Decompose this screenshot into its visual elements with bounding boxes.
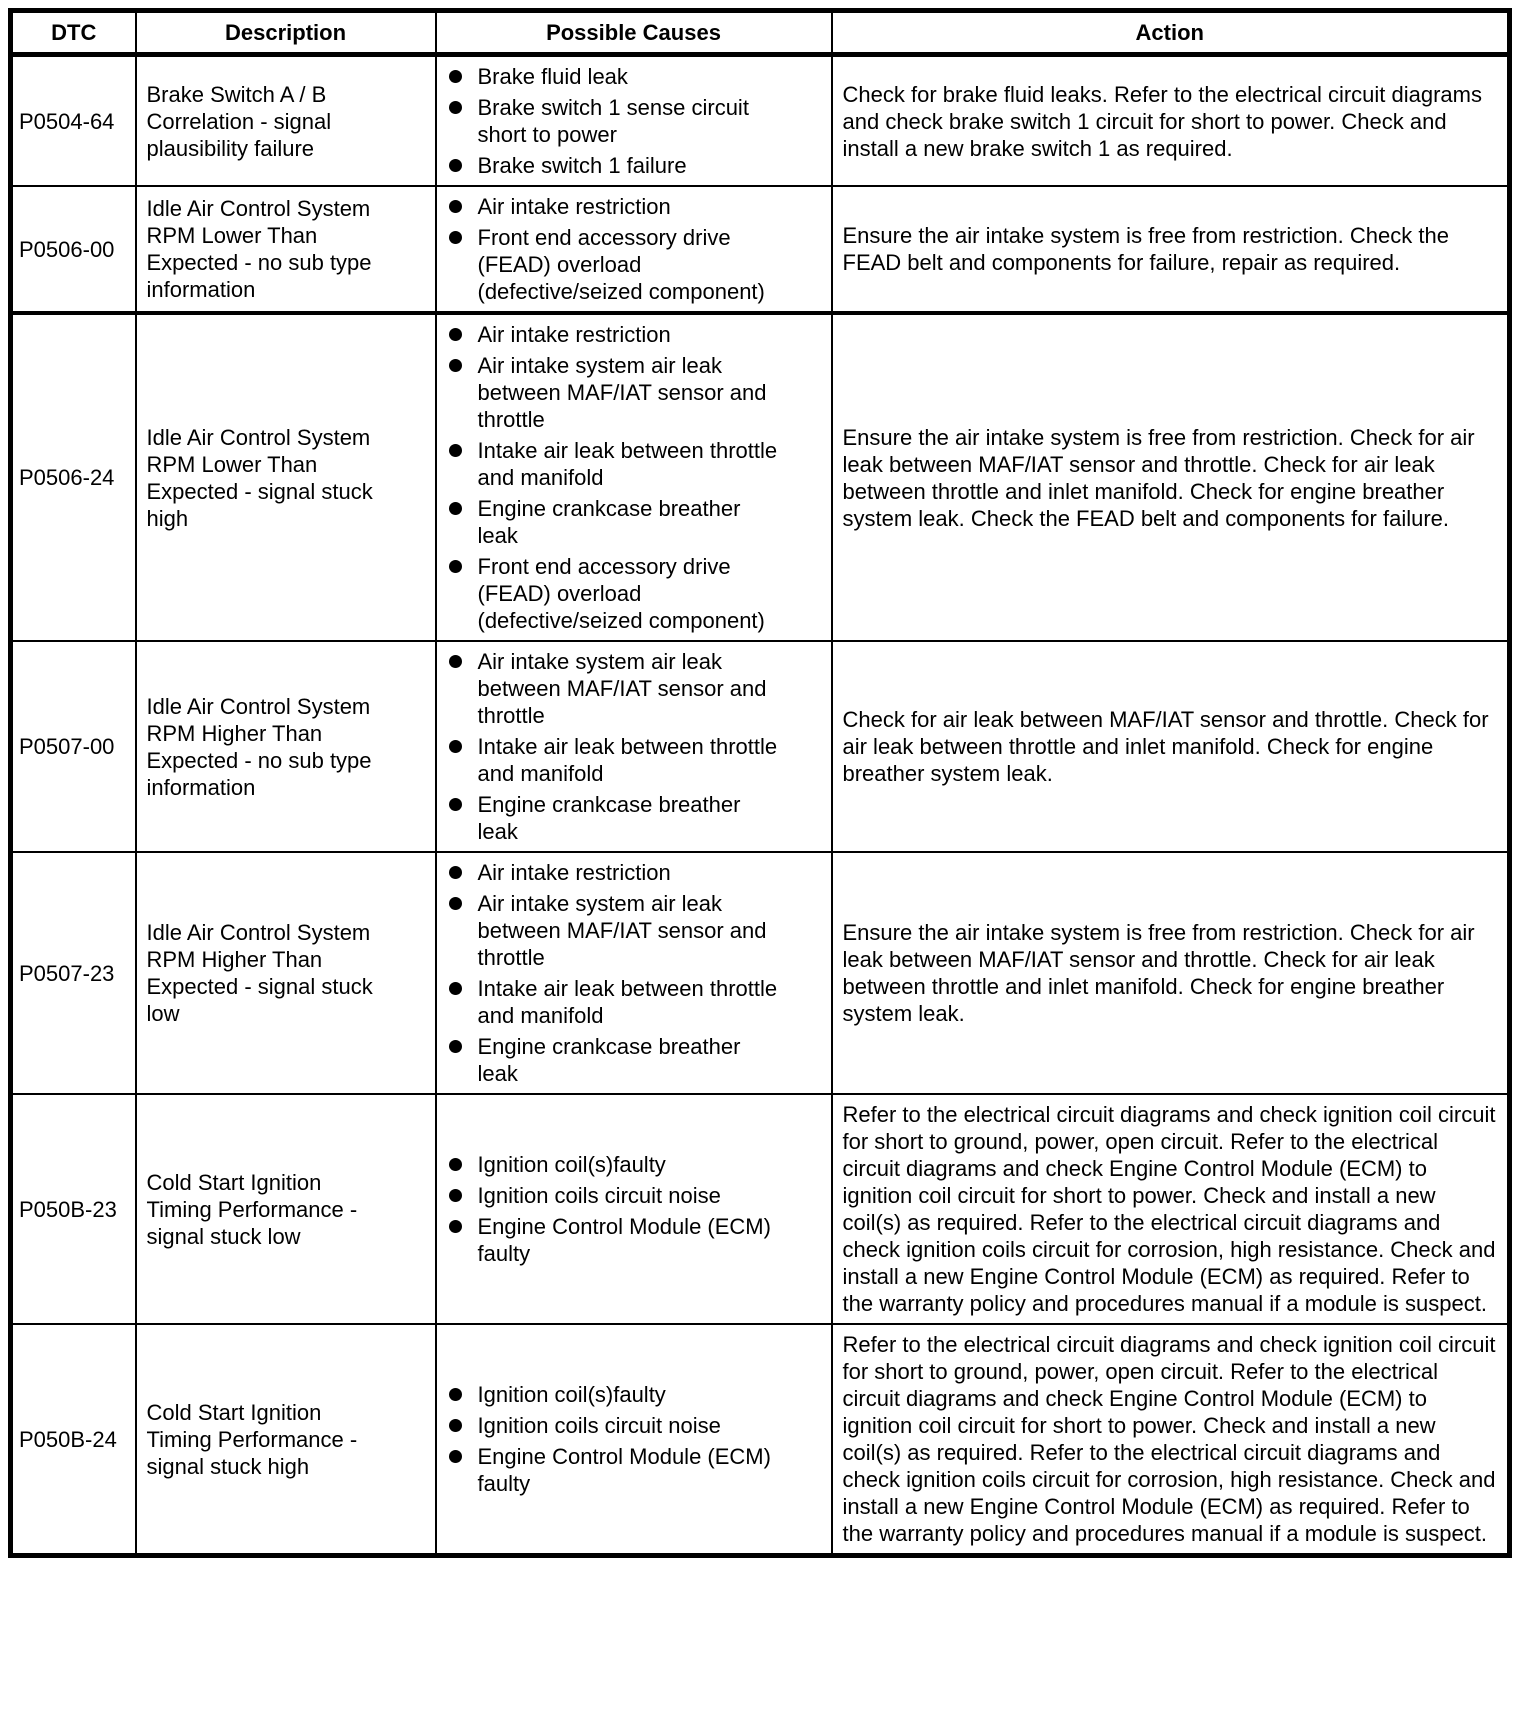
bullet-icon [449,560,462,573]
bullet-icon [449,359,462,372]
dtc-description: Cold Start Ignition Timing Performance - signal stuck low [136,1094,436,1324]
dtc-description: Brake Switch A / B Correlation - signal plausibility failure [136,55,436,187]
cause-item [449,1443,794,1497]
table-header-row [11,11,1510,55]
bullet-icon [449,982,462,995]
bullet-icon [449,200,462,213]
dtc-description: Idle Air Control System RPM Lower Than Expected - signal stuck high [136,313,436,641]
bullet-icon [449,1189,462,1202]
cause-item [449,152,794,179]
cause-text: Engine crankcase breather leak [477,1034,741,1086]
cause-text: Air intake restriction [477,194,671,219]
action-cell: Refer to the electrical circuit diagrams and check ignition coil circuit for short to ground, power, open circuit. Refer to the electrical circuit diagrams and check Engine Control Module (ECM) to ignition coil circuit for short to power. Check and install a new coil(s) as required. Refer to the electrical circuit diagrams and check ignition coils circuit for corrosion, high resistance. Check and install a new Engine Control Module (ECM) as required. Refer to the warranty policy and procedures manual if a module is suspect. [832,1324,1510,1556]
cause-text: Air intake system air leak between MAF/IAT sensor and throttle [477,891,767,970]
cause-item [449,94,794,148]
cause-text: Engine crankcase breather leak [477,496,741,548]
possible-causes-cell [436,852,832,1094]
possible-causes-cell [436,1324,832,1556]
possible-causes-list [449,1381,794,1497]
cause-item [449,975,794,1029]
col-header-action: Action [832,11,1510,55]
cause-text: Ignition coils circuit noise [477,1183,721,1208]
col-header-possible-causes: Possible Causes [436,11,832,55]
dtc-description: Idle Air Control System RPM Higher Than Expected - signal stuck low [136,852,436,1094]
bullet-icon [449,101,462,114]
possible-causes-cell [436,313,832,641]
cause-text: Brake switch 1 failure [477,153,687,178]
dtc-description: Idle Air Control System RPM Higher Than Expected - no sub type information [136,641,436,852]
cause-item [449,1412,794,1439]
cause-item [449,1381,794,1408]
dtc-table [8,8,1512,1558]
action-cell: Refer to the electrical circuit diagrams and check ignition coil circuit for short to ground, power, open circuit. Refer to the electrical circuit diagrams and check Engine Control Module (ECM) to ignition coil circuit for short to power. Check and install a new coil(s) as required. Refer to the electrical circuit diagrams and check ignition coils circuit for corrosion, high resistance. Check and install a new Engine Control Module (ECM) as required. Refer to the warranty policy and procedures manual if a module is suspect. [832,1094,1510,1324]
cause-item [449,553,794,634]
col-header-description: Description [136,11,436,55]
cause-item [449,890,794,971]
cause-text: Intake air leak between throttle and manifold [477,976,778,1028]
cause-item [449,648,794,729]
possible-causes-list [449,63,794,179]
cause-text: Front end accessory drive (FEAD) overload (defective/seized component) [477,554,765,633]
bullet-icon [449,502,462,515]
bullet-icon [449,798,462,811]
dtc-table-body [11,55,1510,1556]
cause-item [449,352,794,433]
dtc-table-row [11,186,1510,313]
cause-item [449,791,794,845]
cause-item [449,224,794,305]
cause-text: Ignition coil(s)faulty [477,1152,666,1177]
bullet-icon [449,1388,462,1401]
cause-text: Brake fluid leak [477,64,628,89]
possible-causes-list [449,1151,794,1267]
action-cell: Check for brake fluid leaks. Refer to the electrical circuit diagrams and check brake switch 1 circuit for short to power. Check and install a new brake switch 1 as required. [832,55,1510,187]
action-cell: Ensure the air intake system is free from restriction. Check the FEAD belt and components for failure, repair as required. [832,186,1510,313]
cause-text: Engine crankcase breather leak [477,792,741,844]
bullet-icon [449,1220,462,1233]
cause-text: Air intake restriction [477,322,671,347]
cause-item [449,859,794,886]
cause-text: Air intake system air leak between MAF/IAT sensor and throttle [477,353,767,432]
dtc-table-row [11,641,1510,852]
cause-item [449,495,794,549]
cause-item [449,193,794,220]
cause-text: Brake switch 1 sense circuit short to power [477,95,749,147]
possible-causes-cell [436,641,832,852]
cause-text: Intake air leak between throttle and manifold [477,734,778,786]
dtc-table-row [11,1324,1510,1556]
cause-text: Air intake restriction [477,860,671,885]
cause-text: Intake air leak between throttle and manifold [477,438,778,490]
bullet-icon [449,655,462,668]
cause-text: Air intake system air leak between MAF/IAT sensor and throttle [477,649,767,728]
cause-item [449,1033,794,1087]
bullet-icon [449,328,462,341]
bullet-icon [449,444,462,457]
dtc-table-row [11,1094,1510,1324]
bullet-icon [449,231,462,244]
bullet-icon [449,1450,462,1463]
possible-causes-cell [436,55,832,187]
dtc-table-row [11,852,1510,1094]
dtc-code: P0506-00 [11,186,136,313]
dtc-code: P050B-24 [11,1324,136,1556]
cause-text: Front end accessory drive (FEAD) overload (defective/seized component) [477,225,765,304]
cause-item [449,1151,794,1178]
possible-causes-list [449,321,794,634]
dtc-code: P0504-64 [11,55,136,187]
cause-item [449,1213,794,1267]
bullet-icon [449,159,462,172]
col-header-dtc: DTC [11,11,136,55]
cause-text: Engine Control Module (ECM) faulty [477,1444,771,1496]
dtc-code: P0506-24 [11,313,136,641]
dtc-code: P0507-23 [11,852,136,1094]
possible-causes-cell [436,1094,832,1324]
bullet-icon [449,1040,462,1053]
bullet-icon [449,866,462,879]
dtc-table-row [11,55,1510,187]
dtc-table-row [11,313,1510,641]
possible-causes-list [449,193,794,305]
cause-item [449,321,794,348]
dtc-code: P0507-00 [11,641,136,852]
action-cell: Ensure the air intake system is free from restriction. Check for air leak between MAF/IAT sensor and throttle. Check for air leak between throttle and inlet manifold. Check for engine breather system leak. [832,852,1510,1094]
cause-text: Engine Control Module (ECM) faulty [477,1214,771,1266]
bullet-icon [449,1419,462,1432]
possible-causes-list [449,648,794,845]
cause-item [449,733,794,787]
possible-causes-cell [436,186,832,313]
bullet-icon [449,740,462,753]
cause-item [449,437,794,491]
bullet-icon [449,70,462,83]
cause-text: Ignition coils circuit noise [477,1413,721,1438]
dtc-code: P050B-23 [11,1094,136,1324]
bullet-icon [449,897,462,910]
cause-text: Ignition coil(s)faulty [477,1382,666,1407]
action-cell: Check for air leak between MAF/IAT sensor and throttle. Check for air leak between throttle and inlet manifold. Check for engine breather system leak. [832,641,1510,852]
possible-causes-list [449,859,794,1087]
action-cell: Ensure the air intake system is free from restriction. Check for air leak between MAF/IAT sensor and throttle. Check for air leak between throttle and inlet manifold. Check for engine breather system leak. Check the FEAD belt and components for failure. [832,313,1510,641]
bullet-icon [449,1158,462,1171]
cause-item [449,1182,794,1209]
cause-item [449,63,794,90]
dtc-description: Cold Start Ignition Timing Performance - signal stuck high [136,1324,436,1556]
dtc-description: Idle Air Control System RPM Lower Than Expected - no sub type information [136,186,436,313]
